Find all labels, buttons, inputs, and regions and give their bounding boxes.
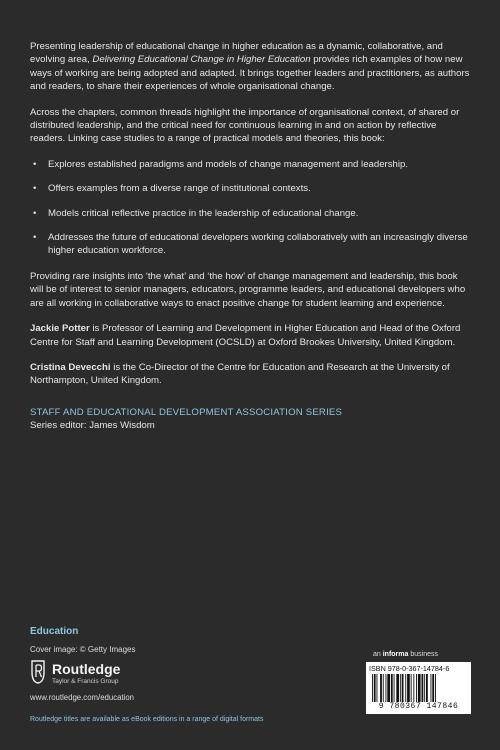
- list-item: • Addresses the future of educational developers working collaboratively with an increasingly diverse higher education workforce.: [30, 231, 470, 258]
- intro-paragraph-2: Across the chapters, common threads highlight the importance of organisational context, of shared or distributed leadership, and the critical need for continuous learning in and on action by reflective readers. Linking case studies to a range of practical models and theories, this book:: [30, 106, 460, 145]
- book-title: Delivering Educational Change in Higher Education: [92, 54, 311, 66]
- publisher-group: Taylor & Francis Group: [52, 678, 119, 685]
- routledge-mark-icon: [30, 660, 46, 684]
- back-cover-text: [30, 40, 470, 432]
- audience-paragraph: Providing rare insights into ‘the what’ and ‘the how’ of change management and leadership, this book will be of interest to senior managers, educators, programme leaders, and educational developers who are all working in collaborative ways to enact positive change for student learning and experience.: [30, 270, 466, 309]
- author-bio-2: Cristina Devecchi is the Co-Director of the Centre for Education and Research at the University of Northampton, United Kingdom.: [30, 361, 450, 387]
- isbn-label: ISBN 978-0-367-14784-6: [369, 664, 450, 673]
- barcode-bars-icon: [372, 674, 465, 702]
- cover-credit: Cover image: © Getty Images: [30, 645, 136, 654]
- intro-paragraph-1: Presenting leadership of educational change in higher education as a dynamic, collaborative, and evolving area, Delivering Educational Change in Higher Education provides rich examples of how new ways of working are being adopted and adapted. It brings together leaders and practitioners, as authors and readers, to share their experiences of whole organisational change.: [30, 41, 470, 93]
- informa-business: an informa business: [373, 651, 438, 658]
- barcode-digits: 9 780367 147846: [378, 702, 459, 711]
- subject-category: Education: [30, 626, 79, 637]
- barcode: [366, 662, 471, 714]
- feature-list: [30, 158, 470, 258]
- author-bio-1: Jackie Potter is Professor of Learning and Development in Higher Education and Head of the Oxford Centre for Staff and Learning Development (OCSLD) at Oxford Brookes University, United Kingdom.: [30, 323, 461, 348]
- publisher-logo: [30, 660, 190, 690]
- ebook-note: Routledge titles are available as eBook editions in a range of digital formats: [30, 716, 264, 723]
- author-name: Jackie Potter: [30, 323, 90, 335]
- series-title: STAFF AND EDUCATIONAL DEVELOPMENT ASSOCIATION SERIES: [30, 406, 343, 418]
- publisher-name: Routledge: [52, 661, 121, 677]
- series-info: [30, 406, 470, 432]
- list-item: • Offers examples from a diverse range of institutional contexts.: [30, 182, 470, 195]
- list-item: • Explores established paradigms and models of change management and leadership.: [30, 158, 470, 171]
- publisher-website: www.routledge.com/education: [30, 693, 135, 702]
- list-item: • Models critical reflective practice in the leadership of educational change.: [30, 207, 470, 220]
- author-name: Cristina Devecchi: [30, 361, 111, 373]
- series-editor: Series editor: James Wisdom: [30, 419, 155, 431]
